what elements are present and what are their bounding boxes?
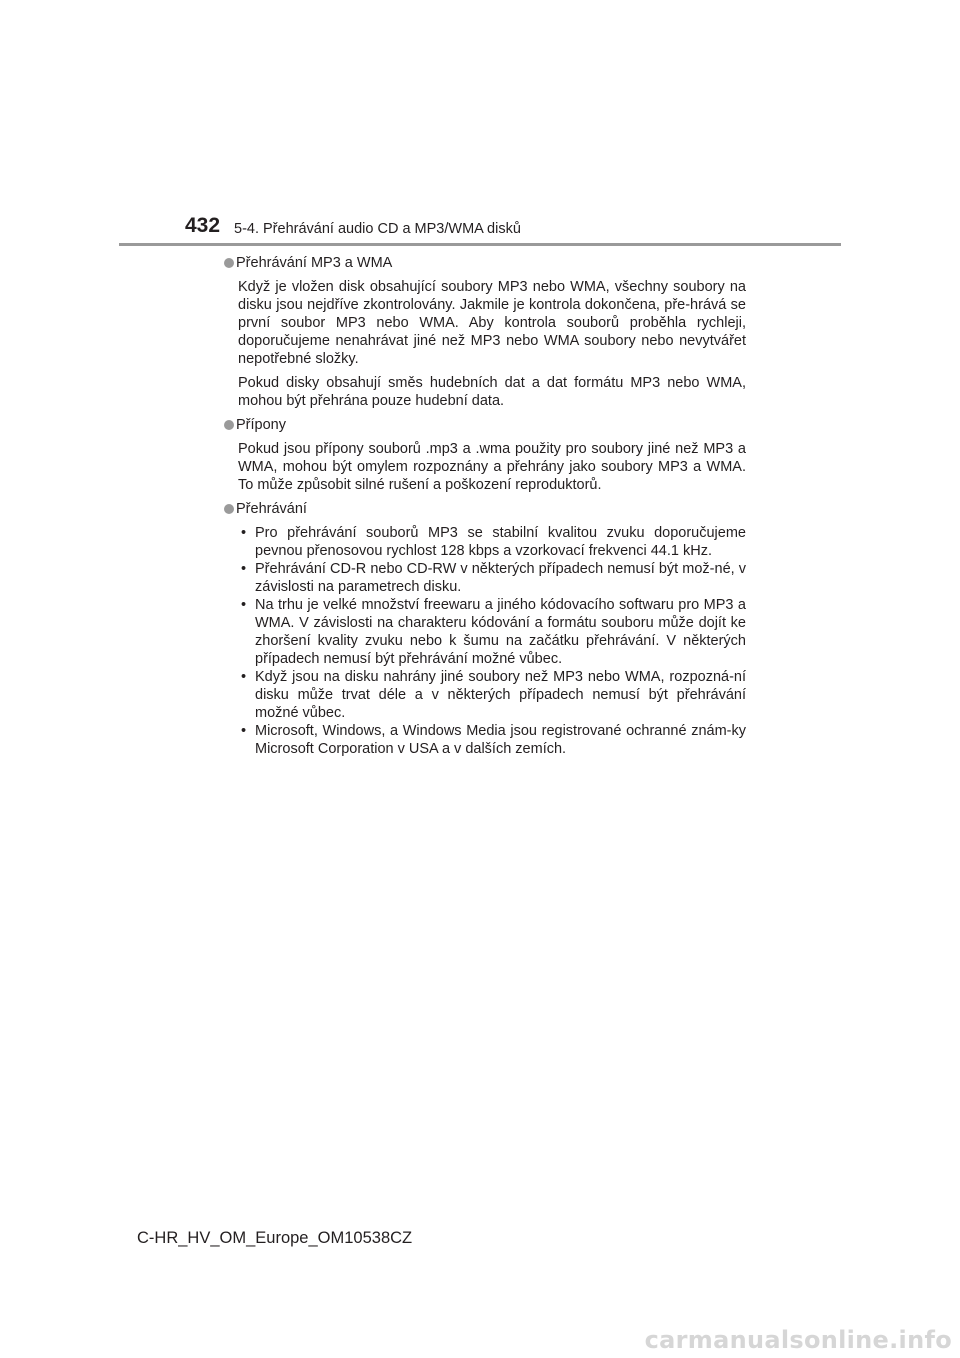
paragraph: Pokud jsou přípony souborů .mp3 a .wma použity pro soubory jiné než MP3 a WMA, mohou být omylem rozpoznány a přehrány jako soubory MP3 a WMA. To může způsobit silné rušení a poškození reproduktorů.	[238, 441, 746, 493]
list-item-text: Na trhu je velké množství freewaru a jiného kódovacího softwaru pro MP3 a WMA. V závislosti na charakteru kódování a formátu souboru může dojít ke zhoršení kvality zvuku nebo k šumu na začátku přehrávání. V některých případech nemusí být přehrávání možné vůbec.	[255, 597, 746, 667]
list-bullet: •	[241, 669, 247, 685]
section-file-extensions	[224, 416, 746, 494]
section-heading-text: Přehrávání MP3 a WMA	[236, 255, 393, 271]
paragraph: Když je vložen disk obsahující soubory MP3 nebo WMA, všechny soubory na disku jsou nejdříve zkontrolovány. Jakmile je kontrola dokončena, pře-hrává se první soubor MP3 nebo WMA. Aby kontrola souborů proběhla rychleji, doporučujeme nenahrávat jiné než MP3 nebo WMA soubory nebo nevytvářet nepotřebné složky.	[238, 279, 746, 367]
bullet-dot-icon	[224, 504, 234, 514]
bullet-dot-icon	[224, 420, 234, 430]
paragraph: Pokud disky obsahují směs hudebních dat a dat formátu MP3 nebo WMA, mohou být přehrána pouze hudební data.	[238, 375, 746, 409]
section-mp3-wma-playback	[224, 254, 746, 410]
watermark: carmanualsonline.info	[644, 1326, 952, 1354]
section-heading	[224, 416, 746, 434]
list-item	[238, 722, 746, 758]
list-item	[238, 560, 746, 596]
list-bullet: •	[241, 597, 247, 613]
section-heading	[224, 254, 746, 272]
list-item-text: Přehrávání CD-R nebo CD-RW v některých případech nemusí být mož-né, v závislosti na parametrech disku.	[255, 561, 746, 595]
list-bullet: •	[241, 723, 247, 739]
section-playback	[224, 500, 746, 758]
list-bullet: •	[241, 561, 247, 577]
list-item-text: Microsoft, Windows, a Windows Media jsou registrované ochranné znám-ky Microsoft Corporation v USA a v dalších zemích.	[255, 723, 746, 757]
section-title: 5-4. Přehrávání audio CD a MP3/WMA disků	[234, 221, 521, 237]
page-content	[224, 254, 746, 761]
list-item-text: Pro přehrávání souborů MP3 se stabilní kvalitou zvuku doporučujeme pevnou přenosovou rychlost 128 kbps a vzorkovací frekvenci 44.1 kHz.	[255, 525, 746, 559]
page-header	[0, 0, 960, 250]
list-bullet: •	[241, 525, 247, 541]
bullet-dot-icon	[224, 258, 234, 268]
notes-list	[238, 524, 746, 758]
header-divider	[119, 243, 841, 246]
section-heading-text: Přehrávání	[236, 501, 307, 517]
list-item	[238, 668, 746, 722]
page-number: 432	[185, 214, 221, 237]
document-code: C-HR_HV_OM_Europe_OM10538CZ	[137, 1229, 413, 1247]
list-item	[238, 524, 746, 560]
list-item	[238, 596, 746, 668]
list-item-text: Když jsou na disku nahrány jiné soubory než MP3 nebo WMA, rozpozná-ní disku může trvat déle a v některých případech nemusí být přehrávání možné vůbec.	[255, 669, 746, 721]
section-heading	[224, 500, 746, 518]
section-heading-text: Přípony	[236, 417, 286, 433]
